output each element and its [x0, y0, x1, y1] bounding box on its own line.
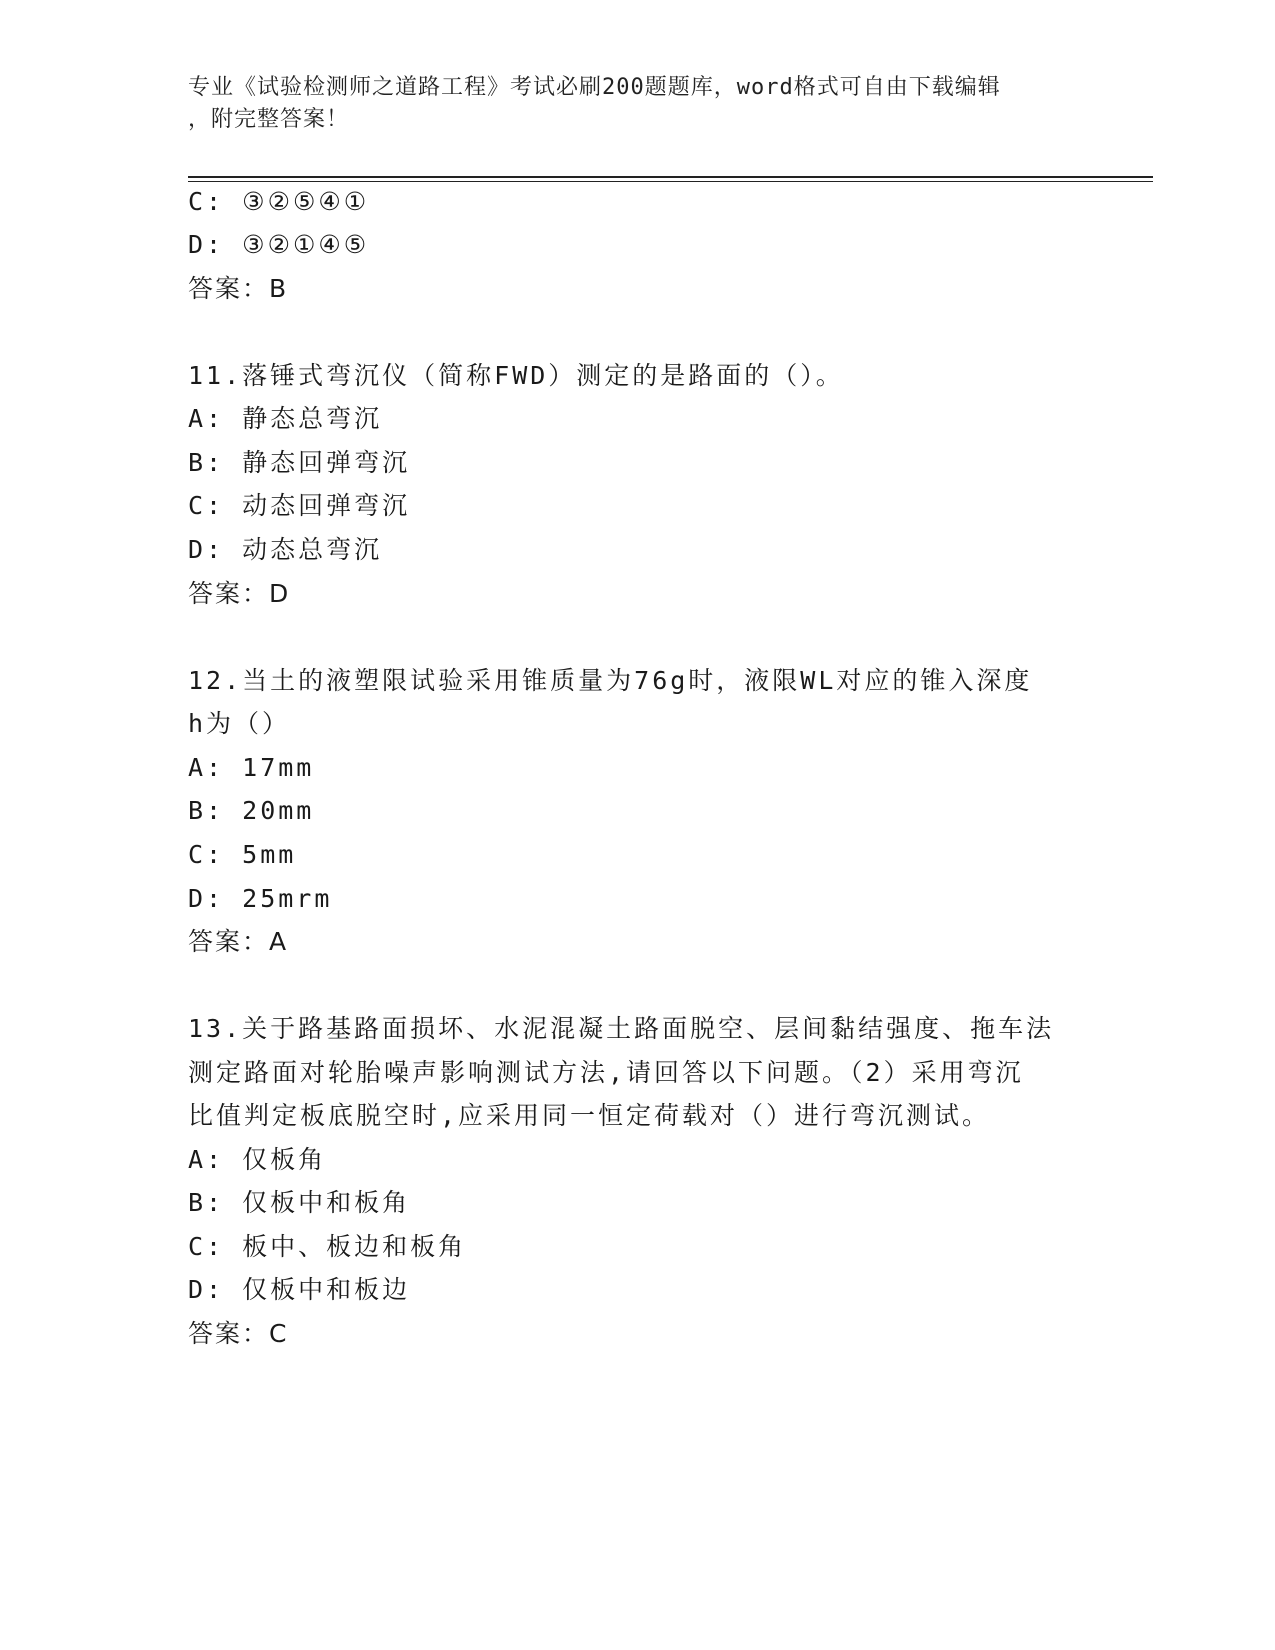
header-divider-thin: [188, 181, 1153, 182]
question-stem: 11.落锤式弯沉仪（简称FWD）测定的是路面的（）。: [188, 361, 844, 390]
option-c: C: ③②⑤④①: [188, 187, 370, 216]
question-stem-line2: 测定路面对轮胎噪声影响测试方法,请回答以下问题。（2）采用弯沉: [188, 1058, 1024, 1087]
option-b: B: 20mm: [188, 796, 315, 825]
answer-label: 答案：B: [188, 274, 289, 303]
question-stem-line2: h为（）: [188, 709, 291, 738]
option-d: D: 仅板中和板边: [188, 1275, 411, 1304]
option-c: C: 板中、板边和板角: [188, 1232, 467, 1261]
document-title-line1: 专业《试验检测师之道路工程》考试必刷200题题库，word格式可自由下载编辑: [188, 75, 1001, 100]
option-a: A: 17mm: [188, 753, 315, 782]
option-d: D: 25mrm: [188, 884, 333, 913]
answer-label: 答案：A: [188, 927, 289, 956]
header-divider-thick: [188, 176, 1153, 178]
option-a: A: 仅板角: [188, 1145, 327, 1174]
option-c: C: 5mm: [188, 840, 297, 869]
answer-label: 答案：D: [188, 579, 291, 608]
option-a: A: 静态总弯沉: [188, 404, 383, 433]
answer-label: 答案：C: [188, 1319, 289, 1348]
question-stem-line1: 12.当土的液塑限试验采用锥质量为76g时，液限WL对应的锥入深度: [188, 666, 1033, 695]
question-stem-line1: 13.关于路基路面损坏、水泥混凝土路面脱空、层间黏结强度、拖车法: [188, 1014, 1055, 1043]
document-title-line2: ，附完整答案！: [188, 107, 350, 132]
option-b: B: 静态回弹弯沉: [188, 448, 411, 477]
question-stem-line3: 比值判定板底脱空时,应采用同一恒定荷载对（）进行弯沉测试。: [188, 1101, 991, 1130]
option-d: D: ③②①④⑤: [188, 230, 370, 259]
option-d: D: 动态总弯沉: [188, 535, 383, 564]
document-title: [188, 72, 1068, 136]
option-c: C: 动态回弹弯沉: [188, 491, 411, 520]
option-b: B: 仅板中和板角: [188, 1188, 411, 1217]
